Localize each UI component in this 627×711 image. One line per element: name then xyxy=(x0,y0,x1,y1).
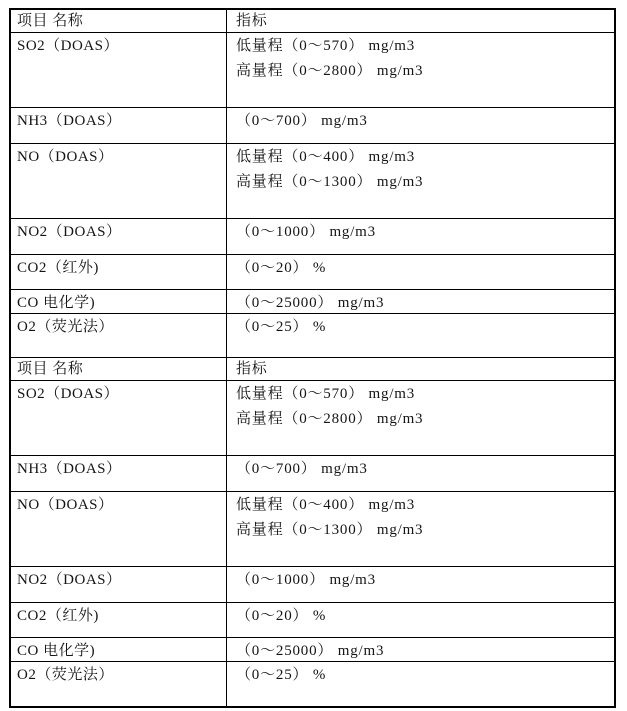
indicator-cell xyxy=(226,381,614,455)
indicator-line: （0～25） % xyxy=(236,667,327,683)
header-indicator: 指标 xyxy=(226,10,614,32)
indicator-line: 低量程（0～570） mg/m3 xyxy=(236,386,416,402)
table-row xyxy=(11,567,614,603)
indicator-cell xyxy=(226,255,614,289)
indicator-cell xyxy=(226,33,614,107)
item-name-cell: CO 电化学) xyxy=(17,295,96,311)
indicator-line: （0～20） % xyxy=(236,260,327,276)
header-item-name: 项目 名称 xyxy=(17,13,84,29)
indicator-line: 高量程（0～2800） mg/m3 xyxy=(236,63,424,79)
indicator-line: （0～1000） mg/m3 xyxy=(236,224,376,240)
indicator-line: （0～700） mg/m3 xyxy=(236,113,368,129)
table-row xyxy=(11,638,614,662)
indicator-line: 高量程（0～2800） mg/m3 xyxy=(236,411,424,427)
item-name-cell: NH3（DOAS） xyxy=(17,461,122,477)
indicator-cell xyxy=(226,314,614,357)
table-row xyxy=(11,314,614,358)
table-row xyxy=(11,290,614,314)
item-name-cell: O2（荧光法） xyxy=(17,319,114,335)
item-name-cell: CO 电化学) xyxy=(17,643,96,659)
table-row xyxy=(11,603,614,638)
item-name-cell: NH3（DOAS） xyxy=(17,113,122,129)
indicator-line: 高量程（0～1300） mg/m3 xyxy=(236,522,424,538)
item-name-cell: CO2（红外) xyxy=(17,260,99,276)
header-indicator: 指标 xyxy=(226,358,614,380)
table-header-row xyxy=(11,358,614,381)
item-name-cell: NO2（DOAS） xyxy=(17,224,122,240)
table-row xyxy=(11,108,614,144)
table-row xyxy=(11,255,614,290)
indicator-line: 低量程（0～570） mg/m3 xyxy=(236,38,416,54)
indicator-cell xyxy=(226,567,614,602)
item-name-cell: CO2（红外) xyxy=(17,608,99,624)
table-header-row xyxy=(11,10,614,33)
item-name-cell: NO（DOAS） xyxy=(17,149,114,165)
indicator-line: （0～20） % xyxy=(236,608,327,624)
indicator-line: 低量程（0～400） mg/m3 xyxy=(236,149,416,165)
indicator-cell xyxy=(226,290,614,313)
indicator-cell xyxy=(226,144,614,218)
indicator-cell xyxy=(226,456,614,491)
indicator-line: （0～25000） mg/m3 xyxy=(236,295,385,311)
indicator-line: 低量程（0～400） mg/m3 xyxy=(236,497,416,513)
indicator-line: （0～25） % xyxy=(236,319,327,335)
item-name-cell: SO2（DOAS） xyxy=(17,38,120,54)
indicator-cell xyxy=(226,108,614,143)
indicator-line: （0～1000） mg/m3 xyxy=(236,572,376,588)
table-row xyxy=(11,144,614,219)
spec-table xyxy=(9,8,616,708)
indicator-cell xyxy=(226,219,614,254)
indicator-cell xyxy=(226,492,614,566)
indicator-line: 高量程（0～1300） mg/m3 xyxy=(236,174,424,190)
table-row xyxy=(11,219,614,255)
indicator-cell xyxy=(226,638,614,661)
table-row xyxy=(11,662,614,706)
table-row xyxy=(11,456,614,492)
table-row xyxy=(11,33,614,108)
indicator-line: （0～25000） mg/m3 xyxy=(236,643,385,659)
table-row xyxy=(11,381,614,456)
indicator-cell xyxy=(226,662,614,706)
item-name-cell: NO2（DOAS） xyxy=(17,572,122,588)
header-item-name: 项目 名称 xyxy=(17,361,84,377)
item-name-cell: O2（荧光法） xyxy=(17,667,114,683)
indicator-line: （0～700） mg/m3 xyxy=(236,461,368,477)
table-row xyxy=(11,492,614,567)
indicator-cell xyxy=(226,603,614,637)
item-name-cell: NO（DOAS） xyxy=(17,497,114,513)
item-name-cell: SO2（DOAS） xyxy=(17,386,120,402)
